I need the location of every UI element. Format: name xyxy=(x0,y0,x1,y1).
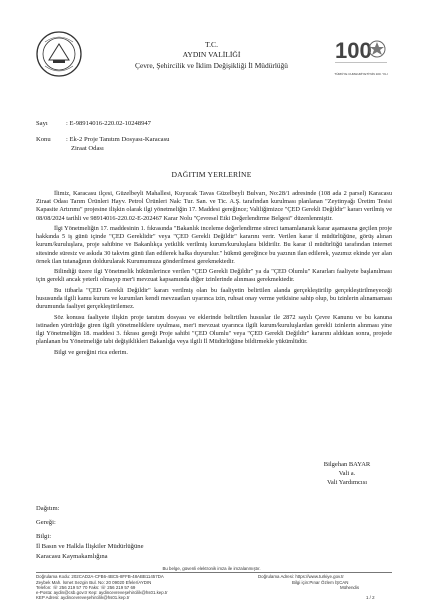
paragraph-4: Bu itibarla "ÇED Gerekli Değildir" kararı verilmiş olan bu faaliyetin belirtilen alanda gerçekleştirilip gerçekleştirilmeyeceği hususunda ilgili kamu kurum ve kurumları kendi mevzuatları uyarınca izin, ruhsat onay verme yetkisine sahip olup, bu izinlerin alınamaması durumunda faaliyet gerçekleştirilemez. xyxy=(36,286,392,311)
distribution-item-2: Karacasu Kaymakamlığına xyxy=(36,553,108,560)
svg-text:100: 100 xyxy=(335,38,372,63)
footer-divider xyxy=(36,572,392,573)
document-title: DAĞITIM YERLERİNE xyxy=(171,170,252,179)
paragraph-6: Bilgi ve gereğini rica ederim. xyxy=(54,348,128,356)
signer-name: Bilgehan BAYAR xyxy=(323,461,371,468)
footer-phone: Telefon: ☏ 256 219 57 70 Faks: ☏ 256 219 57 69 xyxy=(36,585,136,590)
header-valilik: AYDIN VALİLİĞİ xyxy=(182,50,241,59)
paragraph-1: İlimiz, Karacasu ilçesi, Güzelbeyli Mahallesi, Kuyucak Tavas Güzelbeyli Bulvarı, No:28/1 adresinde (108 ada 2 parsel) Karacasu Ziraat Odası Tarım Ürünleri Hayv. Petrol Ürünleri Nak: Tur. San. ve Tic. A.Ş. tarafından kurulması planlanan "Zeytinyağı Üretim Tesisi Kapasite Artırımı" projesine ilişkin olarak ilgi yönetmeliğin 17. Maddesi gereğince; Valiliğimizce "ÇED Gerekli Değildir" kararı verilmiş ve 08/08/2024 tarihli ve 98914016-220.02-E-202467 Karar Nolu "Çevresel Etki Değerlendirme Belgesi" düzenlenmiştir. xyxy=(36,190,392,222)
paragraph-5: Söz konusu faaliyete ilişkin proje tanıtım dosyası ve eklerinde belirtilen hususlar ile 2872 sayılı Çevre Kanunu ve bu kanuna istinaden yürürlüğe giren ilgili yönetmeliklere uyulması, mer'i mevzuat uyarınca ilgili kurum/kuruluşlardan gerekli izinlerin alınması yine ilgi Yönetmeliğin 18. maddesi 3. fıkrası gereği Proje sahibi "ÇED Olumlu" veya "ÇED Gerekli Değildir" kararını aldıktan sonra, projede planlanan bu Yönetmeliğe tabi değişiklikleri Bakanlığa veya ilgili İl Müdürlüğüne bildirmekle yükümlüdür. xyxy=(36,313,392,346)
signer-line2: Vali a. xyxy=(338,470,356,477)
page-number: 1 / 2 xyxy=(366,595,375,600)
esign-note: Bu belge, güvenli elektronik imza ile imzalanmıştır. xyxy=(162,566,261,571)
distribution-item-1: İl Basın ve Halkla İlişkiler Müdürlüğüne xyxy=(36,543,144,550)
footer-unvan: Mühendis xyxy=(340,585,360,590)
konu-value-2: Ziraat Odası xyxy=(71,145,104,152)
dagitim-label: Dağıtım: xyxy=(36,505,60,512)
paragraph-3: Bilindiği üzere ilgi Yönetmelik hükümlerince verilen "ÇED Gerekli Değildir" ya da "ÇED Olumlu" Kararları faaliyete başlanılması için gerekli ancak yeterli olmayıp mer'i mevzuat kapsamında diğer izinlerinde alınması gerekmektedir. xyxy=(36,268,392,284)
footer-email[interactable]: e-Posta: aydin@csb.gov.tr Kep: aydincevreveşehircilik@hs01.kep.tr xyxy=(36,590,168,595)
sayi-value: : E-98914016-220.02-10248947 xyxy=(66,120,151,127)
footer-address: Zeybek Mah. İsmet Sezgin Bul. No: 20 09020 Efeler/AYDIN xyxy=(36,580,152,585)
footer-bilgi-icin: Bilgi için:Pınar Özlem İŞCAN xyxy=(292,580,349,585)
konu-value-1: : Ek-2 Proje Tanıtım Dosyası-Karacasu xyxy=(66,136,170,143)
document-body xyxy=(36,190,392,359)
dogrulama-adresi[interactable]: Doğrulama Adresi: https://www.turkiye.gov.tr xyxy=(258,574,344,579)
paragraph-2: İlgi Yönetmeliğin 17. maddesinin 1. fıkrasında "Bakanlık inceleme değerlendirme süreci tamamlanarak karar aşamasına geçilen proje hakkında 5 iş günü içinde "ÇED Gereklidir" veya "ÇED Gerekli Değildir" kararını verir. Verilen karar il müdürlüğüne, görüş alınan kurum/kuruluşlara, proje sahibine ve Bakanlıkça yetkilik verilmiş kurum/kuruluşlara bildirilir. Bu karar il müdürlüğü tarafından internet sitesinde süresiz ve askıda 30 takvim günü ilan edilerek halka duyurulur." hükmü gereğince bu yazının ilan edilerek, yazımız ekinde yer alan örnek ilan tutanağının doldurularak Kurumumuza gönderilmesi gerekmektedir. xyxy=(36,225,392,265)
konu-label: Konu xyxy=(36,136,51,143)
header-mudurluk: Çevre, Şehircilik ve İklim Değişikliği İl Müdürlüğü xyxy=(135,61,288,70)
footer-kep[interactable]: KEP Adresi: aydincevreveşehircilik@hs01.kep.tr xyxy=(36,595,130,600)
signer-title: Vali Yardımcısı xyxy=(326,479,368,486)
header-tc: T.C. xyxy=(205,40,218,49)
bilgi-label: Bilgi: xyxy=(36,533,52,540)
sayi-label: Sayı xyxy=(36,120,48,127)
logo-caption: TÜRKİYE CUMHURİYETİ'NİN 100. YILI xyxy=(334,72,388,76)
dogrulama-kodu: Doğrulama Kodu: 202CAD2A-CFB6-4BC5-8FFB-48ABB11457DA xyxy=(36,574,164,579)
geregi-label: Gereği: xyxy=(36,519,56,526)
